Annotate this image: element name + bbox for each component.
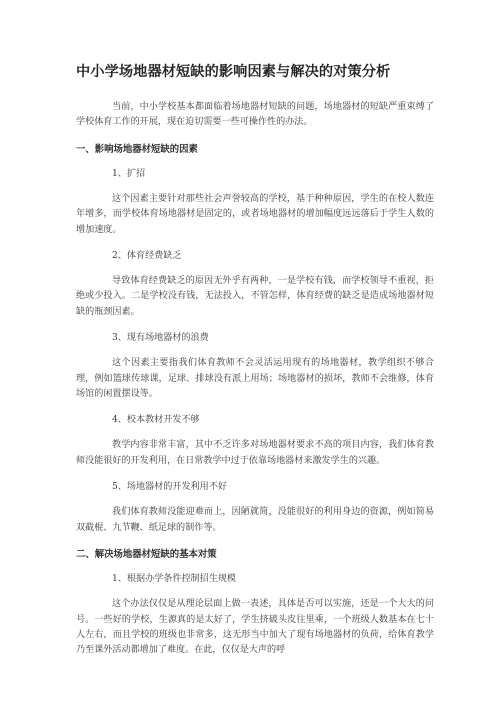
paragraph-1-3: 这个因素主要指我们体育教师不会灵活运用现有的场地器材，教学组织不够合理，例如篮球传球课，足球、排球没有派上用场；场地器材的损坏，教师不会维修，体育场馆的闲置摆设等。 xyxy=(76,358,434,400)
document-title: 中小学场地器材短缺的影响因素与解决的对策分析 xyxy=(76,64,391,80)
subheading-1-5: 5、场地器材的开发利用不好 xyxy=(112,482,227,493)
subheading-1-1: 1、扩招 xyxy=(112,168,146,179)
subheading-2-1: 1、根据办学条件控制招生规模 xyxy=(112,574,237,585)
section-heading-1: 一、影响场地器材短缺的因素 xyxy=(76,143,198,155)
paragraph-1-2: 导致体育经费缺乏的原因无外乎有两种，一是学校有钱，而学校领导不重视，拒绝或少投入。二是学校没有钱，无法投入，不管怎样，体育经费的缺乏是造成场地器材短缺的瓶颈因素。 xyxy=(76,276,434,317)
paragraph-2-1: 这个办法仅仅是从理论层面上做一表述，具体是否可以实施，还是一个大大的问号。一些好的学校，生源真的是太好了，学生挤破头皮往里乘，一个班级人数基本在七十人左右，而且学校的班级也非常多，这无形当中加大了现有场地器材的负荷，给体育教学乃至课外活动都增加了难度。在此，仅仅是大声的呼 xyxy=(76,599,434,656)
subheading-1-2: 2、体育经费缺乏 xyxy=(112,251,182,262)
paragraph-1-1: 这个因素主要针对那些社会声誉较高的学校，基于种种原因，学生的在校人数连年增多，而学校体育场地器材是固定的，或者场地器材的增加幅度远远落后于学生人数的增加速度。 xyxy=(76,193,434,235)
section-heading-2: 二、解决场地器材短缺的基本对策 xyxy=(76,549,217,561)
intro-paragraph: 当前，中小学校基本都面临着场地器材短缺的问题，场地器材的短缺严重束缚了学校体育工作的开展，现在迫切需要一些可操作性的办法。 xyxy=(76,102,434,128)
subheading-1-3: 3、现有场地器材的浪费 xyxy=(112,333,209,344)
paragraph-1-5: 我们体育教师没能迎难而上，因陋就简，没能很好的利用身边的资源，例如简易双截棍、九节鞭、纸足球的制作等。 xyxy=(76,507,434,533)
paragraph-1-4: 教学内容非常丰富，其中不乏许多对场地器材要求不高的项目内容，我们体育教师没能很好的开发利用，在日常教学中过于依靠场地器材来激发学生的兴趣。 xyxy=(76,440,434,466)
subheading-1-4: 4、校本教材开发不够 xyxy=(112,415,200,426)
